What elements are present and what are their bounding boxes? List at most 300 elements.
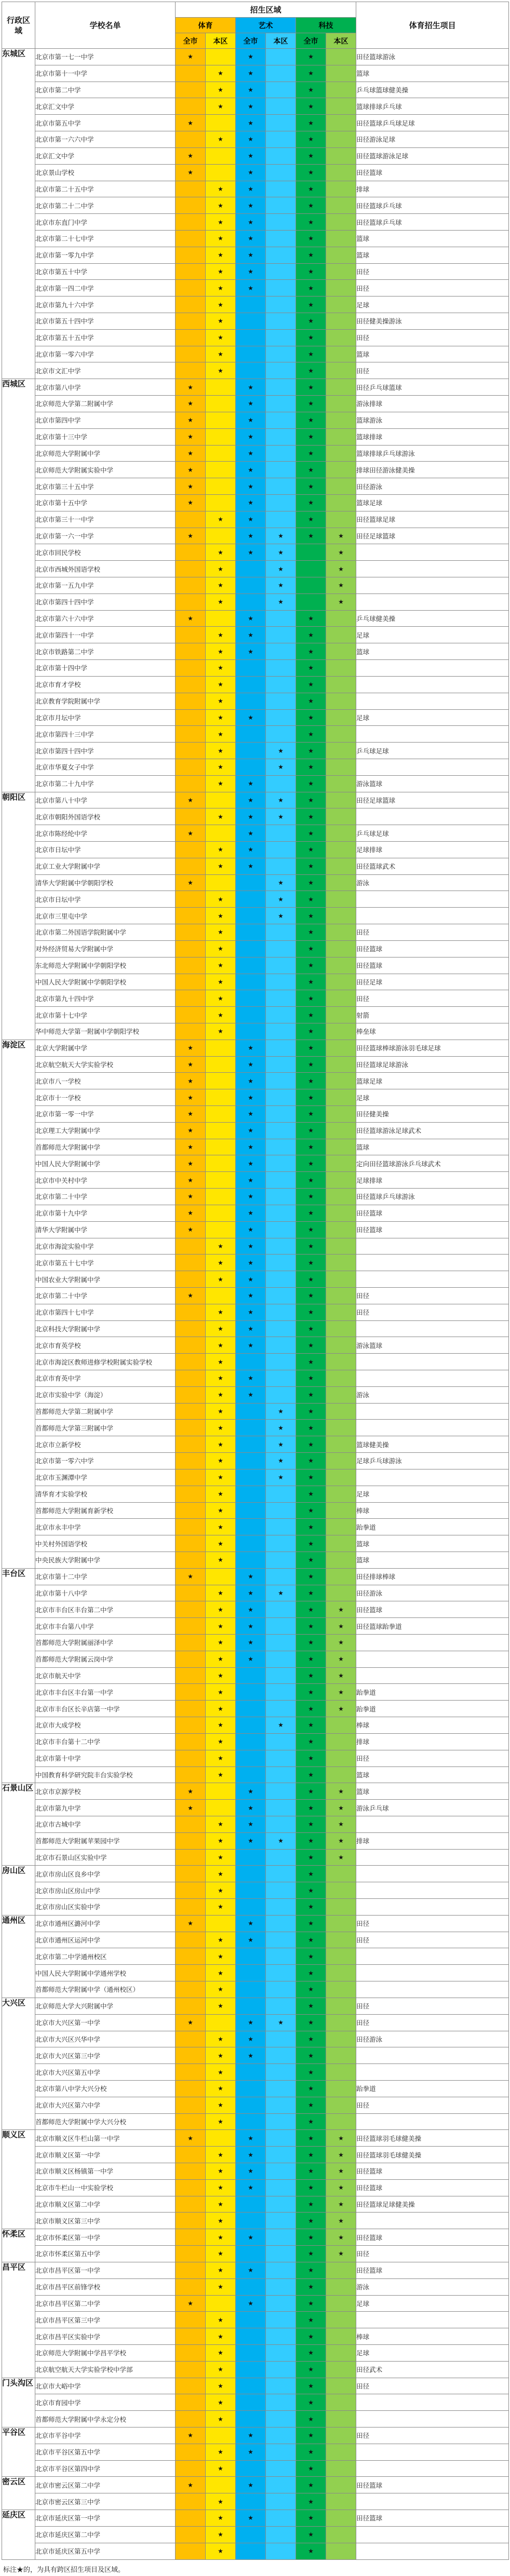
sports-all-city-mark: ★ (176, 478, 206, 495)
sports-this-district-mark: ★ (206, 65, 236, 82)
sports-this-district-mark: ★ (206, 1271, 236, 1288)
arts-this-district-mark (266, 1932, 296, 1948)
sports-this-district-mark (206, 164, 236, 181)
tech-this-district-mark (326, 643, 356, 660)
arts-this-district-mark (266, 1106, 296, 1123)
sports-all-city-mark (176, 1519, 206, 1535)
arts-this-district-mark: ★ (266, 1469, 296, 1486)
sports-projects: 篮球足球 (356, 494, 509, 511)
tech-this-district-mark (326, 2047, 356, 2064)
school-name: 中国人民大学附属中学通州学校 (35, 1965, 176, 1981)
table-row (2, 2460, 509, 2477)
sports-this-district-mark: ★ (206, 1519, 236, 1535)
school-name: 北京工业大学附属中学 (35, 858, 176, 874)
sports-this-district-mark: ★ (206, 280, 236, 296)
sports-projects (356, 1981, 509, 1998)
table-row (2, 2262, 509, 2278)
table-row (2, 1370, 509, 1387)
tech-this-district-mark (326, 494, 356, 511)
arts-this-district-mark (266, 2460, 296, 2477)
tech-this-district-mark (326, 775, 356, 792)
sports-all-city-mark (176, 2510, 206, 2527)
sports-this-district-mark: ★ (206, 1601, 236, 1618)
arts-this-district-mark (266, 1287, 296, 1304)
table-row (2, 131, 509, 148)
district-cell: 石景山区 (2, 1783, 35, 1866)
tech-all-city-mark: ★ (296, 610, 326, 627)
sports-all-city-mark (176, 2213, 206, 2229)
tech-all-city-mark: ★ (296, 1783, 326, 1800)
school-name: 北京航空航天大学实验学校中学部 (35, 2361, 176, 2378)
sports-projects: 棒球 (356, 1717, 509, 1734)
school-name: 北京市第一五九中学 (35, 577, 176, 594)
arts-all-city-mark: ★ (236, 1040, 266, 1056)
school-name: 北京市航天中学 (35, 1667, 176, 1684)
sports-projects: 足球排球 (356, 1172, 509, 1189)
sports-projects (356, 2460, 509, 2477)
sports-projects: 篮球 (356, 1139, 509, 1155)
tech-this-district-mark (326, 627, 356, 643)
table-row (2, 1354, 509, 1370)
arts-this-district-mark (266, 693, 296, 709)
sports-all-city-mark (176, 2262, 206, 2278)
tech-this-district-mark (326, 362, 356, 379)
table-row (2, 445, 509, 462)
sports-this-district-mark: ★ (206, 2113, 236, 2130)
table-row (2, 1866, 509, 1882)
arts-this-district-mark (266, 1221, 296, 1238)
arts-all-city-mark: ★ (236, 1386, 266, 1403)
arts-all-city-mark (236, 1552, 266, 1568)
school-name: 北京市第四十四中学 (35, 594, 176, 610)
sports-projects: 棒垒球 (356, 1023, 509, 1040)
tech-all-city-mark: ★ (296, 1469, 326, 1486)
arts-all-city-mark: ★ (236, 544, 266, 561)
tech-this-district-mark (326, 2080, 356, 2097)
sports-this-district-mark (206, 462, 236, 478)
sports-this-district-mark: ★ (206, 2080, 236, 2097)
sports-projects: 田径篮球羽毛球健美操 (356, 2130, 509, 2147)
arts-this-district-mark (266, 2526, 296, 2543)
tech-all-city-mark: ★ (296, 1337, 326, 1354)
school-name: 北京市朝阳外国语学校 (35, 808, 176, 825)
sports-projects: 田径 (356, 1287, 509, 1304)
sports-all-city-mark (176, 1486, 206, 1502)
school-name: 中国农业大学附属中学 (35, 1271, 176, 1288)
district-cell: 大兴区 (2, 1998, 35, 2130)
arts-all-city-mark: ★ (236, 1816, 266, 1832)
tech-all-city-mark: ★ (296, 1287, 326, 1304)
arts-this-district-mark (266, 1601, 296, 1618)
arts-all-city-mark: ★ (236, 1089, 266, 1106)
tech-all-city-mark: ★ (296, 65, 326, 82)
school-name: 中关村外国语学校 (35, 1535, 176, 1552)
sports-all-city-mark (176, 709, 206, 726)
sports-this-district-mark: ★ (206, 2163, 236, 2180)
table-row (2, 2179, 509, 2196)
tech-this-district-mark (326, 115, 356, 131)
table-row (2, 775, 509, 792)
arts-all-city-mark (236, 2064, 266, 2081)
table-row (2, 1717, 509, 1734)
table-row (2, 1172, 509, 1189)
school-name: 北京市密云区第三中学 (35, 2493, 176, 2510)
arts-all-city-mark: ★ (236, 131, 266, 148)
sports-all-city-mark (176, 1585, 206, 1601)
sports-all-city-mark (176, 1420, 206, 1436)
table-row (2, 2130, 509, 2147)
arts-this-district-mark (266, 1849, 296, 1866)
arts-all-city-mark (236, 693, 266, 709)
sports-this-district-mark: ★ (206, 2444, 236, 2460)
table-row (2, 874, 509, 891)
tech-all-city-mark: ★ (296, 908, 326, 924)
tech-this-district-mark: ★ (326, 577, 356, 594)
school-name: 北京市大兴区第三中学 (35, 2047, 176, 2064)
sports-projects (356, 577, 509, 594)
arts-all-city-mark (236, 990, 266, 1007)
table-row (2, 2394, 509, 2411)
tech-this-district-mark (326, 1998, 356, 2014)
arts-this-district-mark (266, 396, 296, 412)
table-row (2, 610, 509, 627)
sports-this-district-mark (206, 412, 236, 428)
sports-all-city-mark (176, 1023, 206, 1040)
school-name: 北京市丰台区丰台第一中学 (35, 1684, 176, 1701)
sports-projects: 田径 (356, 1998, 509, 2014)
tech-this-district-mark (326, 445, 356, 462)
table-row (2, 2312, 509, 2328)
arts-this-district-mark (266, 2130, 296, 2147)
sports-all-city-mark: ★ (176, 1783, 206, 1800)
sports-this-district-mark: ★ (206, 1750, 236, 1766)
arts-this-district-mark (266, 1750, 296, 1766)
tech-this-district-mark (326, 478, 356, 495)
tech-this-district-mark (326, 1932, 356, 1948)
arts-this-district-mark (266, 82, 296, 98)
tech-all-city-mark (296, 594, 326, 610)
arts-all-city-mark: ★ (236, 1585, 266, 1601)
school-name: 北京市房山区良乡中学 (35, 1866, 176, 1882)
sports-this-district-mark (206, 1073, 236, 1089)
sports-all-city-mark (176, 1998, 206, 2014)
sports-header: 体育 (176, 18, 236, 33)
school-name: 北京市大兴区第一中学 (35, 2014, 176, 2031)
tech-this-district-mark (326, 1139, 356, 1155)
sports-all-city-mark (176, 990, 206, 1007)
sports-projects: 游泳 (356, 2278, 509, 2295)
sports-all-city-mark (176, 1651, 206, 1667)
table-row (2, 2361, 509, 2378)
sports-this-district-mark: ★ (206, 1403, 236, 1420)
table-row (2, 1106, 509, 1123)
sports-all-city-mark (176, 1337, 206, 1354)
sports-projects (356, 1899, 509, 1916)
tech-all-city-mark: ★ (296, 1816, 326, 1832)
sports-projects: 田径足球篮球 (356, 528, 509, 544)
school-name: 北京市第一七一中学 (35, 49, 176, 65)
arts-this-district-mark (266, 1370, 296, 1387)
table-row (2, 1651, 509, 1667)
tech-all-city-mark: ★ (296, 1618, 326, 1635)
arts-this-district-mark (266, 1238, 296, 1255)
arts-all-city-mark: ★ (236, 2444, 266, 2460)
sports-this-district-mark: ★ (206, 2394, 236, 2411)
arts-all-city-mark (236, 362, 266, 379)
arts-all-city-mark (236, 1469, 266, 1486)
sports-projects: 足球 (356, 709, 509, 726)
tech-this-district-mark: ★ (326, 1816, 356, 1832)
table-row (2, 1998, 509, 2014)
arts-this-district-mark (266, 1568, 296, 1585)
tech-all-city-mark: ★ (296, 2394, 326, 2411)
sports-this-district-mark (206, 825, 236, 842)
sports-all-city-mark (176, 2246, 206, 2262)
tech-this-district-mark (326, 709, 356, 726)
tech-this-district-mark (326, 1717, 356, 1734)
table-row (2, 594, 509, 610)
arts-this-district-mark: ★ (266, 1436, 296, 1453)
school-name: 北京市大兴区兴华中学 (35, 2031, 176, 2047)
arts-all-city-mark (236, 1486, 266, 1502)
sports-projects: 篮球 (356, 643, 509, 660)
school-name: 北京市延庆区第五中学 (35, 2543, 176, 2559)
tech-this-district-mark (326, 1122, 356, 1139)
sports-all-city-mark (176, 2312, 206, 2328)
arts-all-city-mark (236, 1948, 266, 1965)
sports-all-city-mark (176, 676, 206, 693)
sports-projects: 田径篮球乒乓球 (356, 197, 509, 214)
sports-projects: 田径篮球羽毛球健美操 (356, 2147, 509, 2163)
sports-projects: 田径篮球 (356, 2179, 509, 2196)
tech-all-city-mark: ★ (296, 2411, 326, 2427)
arts-this-district-mark (266, 660, 296, 677)
school-name: 北京市育园中学 (35, 2394, 176, 2411)
tech-this-district-mark (326, 1469, 356, 1486)
tech-all-city-mark: ★ (296, 1189, 326, 1205)
school-name: 北京市第二十中学 (35, 1287, 176, 1304)
arts-all-city-mark: ★ (236, 1139, 266, 1155)
tech-all-city-mark: ★ (296, 1800, 326, 1816)
sports-projects (356, 676, 509, 693)
arts-all-city-mark (236, 2312, 266, 2328)
school-name: 北京市第一零六中学 (35, 346, 176, 362)
table-row (2, 1733, 509, 1750)
arts-this-district-mark (266, 379, 296, 396)
arts-this-district-mark: ★ (266, 561, 296, 577)
school-name: 北京市密云区第二中学 (35, 2477, 176, 2493)
arts-all-city-mark: ★ (236, 825, 266, 842)
sports-this-district-mark: ★ (206, 263, 236, 280)
arts-all-city-mark (236, 2278, 266, 2295)
tech-all-city-mark: ★ (296, 181, 326, 197)
school-name: 华中师范大学第一附属中学朝阳学校 (35, 1023, 176, 1040)
tech-this-district-mark (326, 2262, 356, 2278)
arts-all-city-mark (236, 1519, 266, 1535)
table-row (2, 1271, 509, 1288)
tech-all-city-mark: ★ (296, 924, 326, 941)
sports-all-city-mark (176, 1469, 206, 1486)
arts-all-city-mark (236, 594, 266, 610)
arts-this-district-mark (266, 2147, 296, 2163)
arts-this-district-mark: ★ (266, 891, 296, 908)
tech-all-city-mark: ★ (296, 1965, 326, 1981)
tech-this-district-mark (326, 164, 356, 181)
school-name: 北京市平谷中学 (35, 2427, 176, 2444)
sports-this-district-mark: ★ (206, 808, 236, 825)
tech-this-district-mark (326, 2526, 356, 2543)
tech-all-city-mark: ★ (296, 2229, 326, 2246)
sports-projects: 篮球健美操 (356, 1436, 509, 1453)
tech-this-district-mark (326, 296, 356, 313)
sports-all-city-mark (176, 1832, 206, 1849)
arts-all-city-mark: ★ (236, 1271, 266, 1288)
arts-this-district-mark (266, 2328, 296, 2345)
arts-all-city-mark: ★ (236, 2130, 266, 2147)
school-name: 北京市丰台第十二中学 (35, 1733, 176, 1750)
tech-this-district-mark: ★ (326, 1635, 356, 1651)
arts-this-district-mark: ★ (266, 1585, 296, 1601)
tech-all-city-mark: ★ (296, 1073, 326, 1089)
sports-all-city-mark (176, 65, 206, 82)
arts-this-district-mark (266, 115, 296, 131)
arts-all-city-mark (236, 957, 266, 974)
sports-projects: 田径 (356, 990, 509, 1007)
tech-this-district-mark (326, 743, 356, 759)
table-body (2, 49, 509, 2560)
tech-this-district-mark (326, 891, 356, 908)
tech-this-district-mark (326, 908, 356, 924)
school-name: 北京市第一六一中学 (35, 528, 176, 544)
table-row (2, 825, 509, 842)
tech-this-district-mark: ★ (326, 1701, 356, 1717)
sports-this-district-mark: ★ (206, 1684, 236, 1701)
tech-this-district-mark (326, 313, 356, 330)
sports-all-city-mark (176, 924, 206, 941)
sports-this-district-mark: ★ (206, 1766, 236, 1783)
sports-projects (356, 1948, 509, 1965)
table-row (2, 263, 509, 280)
sports-this-district-mark: ★ (206, 990, 236, 1007)
school-name: 北京市玉渊潭中学 (35, 1469, 176, 1486)
table-row (2, 2031, 509, 2047)
table-row (2, 842, 509, 858)
sports-projects: 田径篮球 (356, 2229, 509, 2246)
sports-projects: 田径篮球 (356, 1601, 509, 1618)
sports-all-city-mark: ★ (176, 1287, 206, 1304)
tech-this-district-mark (326, 1205, 356, 1221)
arts-all-city-mark: ★ (236, 2510, 266, 2527)
tech-this-district-mark (326, 329, 356, 346)
sports-all-city-mark (176, 1552, 206, 1568)
tech-this-district-mark (326, 1023, 356, 1040)
tech-all-city-mark: ★ (296, 1453, 326, 1469)
arts-this-district-mark (266, 263, 296, 280)
sports-all-city-mark (176, 82, 206, 98)
school-name: 北京市第二十五中学 (35, 181, 176, 197)
sports-all-city-mark (176, 329, 206, 346)
arts-all-city-mark (236, 2526, 266, 2543)
sports-all-city-mark (176, 1717, 206, 1734)
tech-this-district-mark (326, 2493, 356, 2510)
tech-this-district-mark (326, 1899, 356, 1916)
sports-all-city-mark: ★ (176, 1568, 206, 1585)
district-cell: 延庆区 (2, 2510, 35, 2559)
sports-this-district-mark: ★ (206, 544, 236, 561)
table-row (2, 1535, 509, 1552)
table-row (2, 82, 509, 98)
arts-all-city-mark: ★ (236, 181, 266, 197)
sports-this-district-mark: ★ (206, 1717, 236, 1734)
arts-all-city-mark: ★ (236, 98, 266, 115)
table-row (2, 940, 509, 957)
tech-all-city-mark: ★ (296, 743, 326, 759)
sports-this-district-mark: ★ (206, 561, 236, 577)
sports-this-district-mark: ★ (206, 858, 236, 874)
sports-all-city-mark (176, 1255, 206, 1271)
sports-all-city-mark (176, 1849, 206, 1866)
sports-this-district-mark: ★ (206, 891, 236, 908)
arts-all-city-mark (236, 1667, 266, 1684)
table-row (2, 494, 509, 511)
tech-this-district-mark (326, 49, 356, 65)
sports-this-district-mark: ★ (206, 775, 236, 792)
sports-all-city-mark (176, 775, 206, 792)
school-name: 首都师范大学附属苹果园中学 (35, 1832, 176, 1849)
admissions-table (2, 2, 509, 2560)
tech-this-district-mark (326, 693, 356, 709)
sports-this-district-mark (206, 1287, 236, 1304)
sports-this-district-mark: ★ (206, 1832, 236, 1849)
tech-this-district-mark: ★ (326, 1849, 356, 1866)
sports-projects: 足球 (356, 1486, 509, 1502)
arts-all-city-mark: ★ (236, 147, 266, 164)
district-cell: 朝阳区 (2, 792, 35, 1040)
arts-this-district-mark (266, 842, 296, 858)
tech-this-district-mark: ★ (326, 1618, 356, 1635)
tech-this-district-mark (326, 1981, 356, 1998)
tech-all-city-mark: ★ (296, 726, 326, 743)
arts-this-district-mark: ★ (266, 594, 296, 610)
arts-this-district-mark (266, 1733, 296, 1750)
sports-projects (356, 693, 509, 709)
tech-all-city-mark: ★ (296, 528, 326, 544)
arts-this-district-mark (266, 1486, 296, 1502)
arts-all-city-mark: ★ (236, 1832, 266, 1849)
table-row (2, 1783, 509, 1800)
school-name: 北京市八一学校 (35, 1073, 176, 1089)
sports-projects (356, 2526, 509, 2543)
arts-all-city-mark: ★ (236, 2427, 266, 2444)
sports-this-district-mark: ★ (206, 2229, 236, 2246)
table-row (2, 2444, 509, 2460)
sports-projects (356, 561, 509, 577)
sports-all-city-mark: ★ (176, 396, 206, 412)
tech-all-city-mark: ★ (296, 1766, 326, 1783)
sports-projects: 田径篮球 (356, 957, 509, 974)
sports-this-district-mark (206, 2477, 236, 2493)
district-header: 行政区域 (2, 2, 35, 49)
tech-all-city-mark: ★ (296, 164, 326, 181)
sports-all-city-mark (176, 1320, 206, 1337)
tech-all-city-mark: ★ (296, 1502, 326, 1519)
arts-all-city-mark (236, 1403, 266, 1420)
table-row (2, 115, 509, 131)
tech-this-district-mark (326, 2031, 356, 2047)
school-name: 北京市第三十五中学 (35, 478, 176, 495)
sports-projects (356, 2064, 509, 2081)
arts-this-district-mark (266, 197, 296, 214)
